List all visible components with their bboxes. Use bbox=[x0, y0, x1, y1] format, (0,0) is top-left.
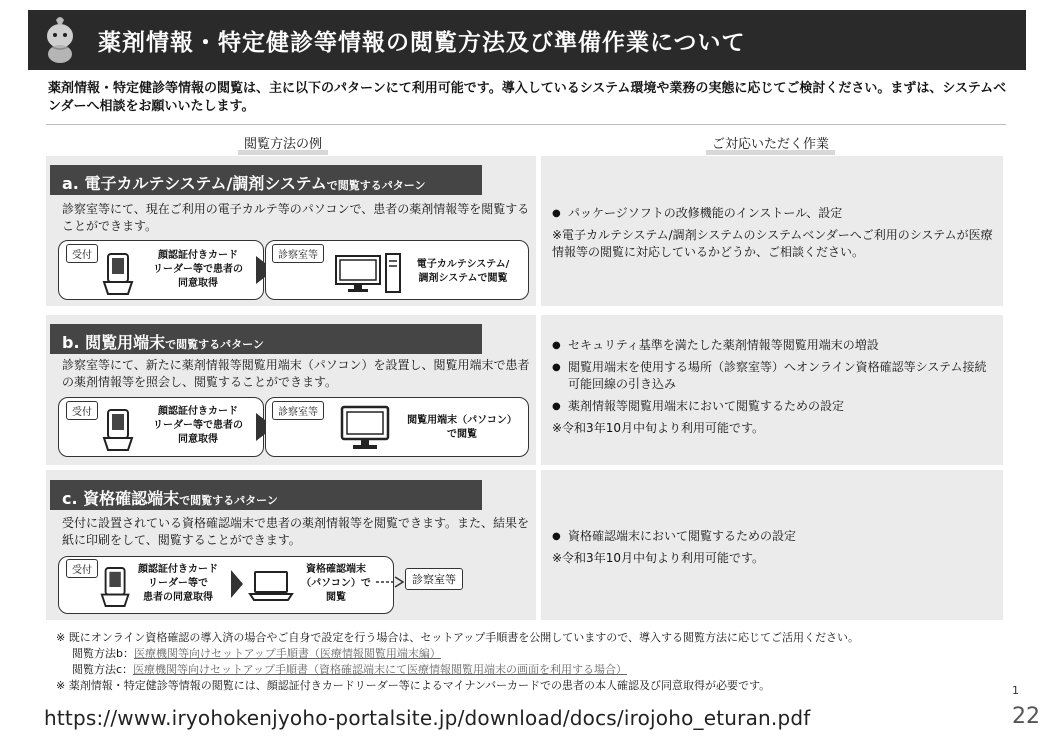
arrow-right-icon bbox=[230, 568, 244, 600]
setup-guide-b-link[interactable]: 医療機関等向けセットアップ手順書（医療情報閲覧用端末編） bbox=[133, 647, 441, 660]
setup-guide-c-link[interactable]: 医療機関等向けセットアップ手順書（資格確認端末にて医療情報閲覧用端末の画面を利用する場合） bbox=[133, 663, 627, 676]
pattern-c-tasks bbox=[552, 528, 997, 567]
pattern-c-heading bbox=[50, 480, 482, 510]
pattern-b-title: b. 閲覧用端末 bbox=[62, 333, 166, 352]
footnote-setup: ※ 既にオンライン資格確認の導入済の場合やご自身で設定を行う場合は、セットアップ手順書を公開していますので、導入する閲覧方法に応じてご活用ください。 bbox=[56, 631, 860, 644]
pattern-b-subtitle: で閲覧するパターン bbox=[165, 338, 264, 351]
pattern-c-title: c. 資格確認端末 bbox=[62, 489, 180, 508]
pattern-a-card-text: 顔認証付きカード リーダー等で患者の 同意取得 bbox=[153, 250, 243, 289]
footnote-method-c bbox=[72, 662, 627, 677]
pattern-a-subtitle: で閲覧するパターン bbox=[326, 179, 426, 192]
pattern-b-task-2: ● 閲覧用端末を使用する場所（診察室等）へオンライン資格確認等システム接続可能回線の引き込み bbox=[552, 359, 997, 393]
pattern-a-tasks bbox=[552, 205, 997, 261]
pattern-b-task-3: ● 薬剤情報等閲覧用端末において閲覧するための設定 bbox=[552, 398, 997, 415]
source-url[interactable]: https://www.iryohokenjyoho-portalsite.jp/download/docs/irojoho_eturan.pdf bbox=[44, 706, 811, 730]
laptop-icon bbox=[248, 570, 294, 602]
pattern-c-description: 受付に設置されている資格確認端末で患者の薬剤情報等を閲覧できます。また、結果を紙に印刷をして、閲覧することができます。 bbox=[62, 516, 530, 547]
page-title: 薬剤情報・特定健診等情報の閲覧方法及び準備作業について bbox=[98, 30, 746, 56]
pattern-c-note: ※令和3年10月中旬より利用可能です。 bbox=[552, 551, 765, 565]
pattern-b-note: ※令和3年10月中旬より利用可能です。 bbox=[552, 421, 765, 435]
pattern-c-reception-tag: 受付 bbox=[66, 559, 98, 578]
footnote-consent: ※ 薬剤情報・特定健診等情報の閲覧には、顔認証付きカードリーダー等によるマイナンバーカードでの患者の本人確認及び同意取得が必要です。 bbox=[56, 679, 771, 692]
pattern-b-task-1: ● セキュリティ基準を満たした薬剤情報等閲覧用端末の増設 bbox=[552, 337, 997, 354]
pattern-c-card-text: 顔認証付きカード リーダー等で 患者の同意取得 bbox=[138, 564, 218, 603]
pattern-a-heading bbox=[50, 165, 482, 195]
monitor-icon bbox=[340, 405, 390, 451]
intro-divider bbox=[46, 124, 1006, 125]
pattern-a-description: 診察室等にて、現在ご利用の電子カルテ等のパソコンで、患者の薬剤情報等を閲覧することができます。 bbox=[62, 202, 530, 233]
column-header-tasks: ご対応いただく作業 bbox=[706, 133, 835, 155]
card-reader-icon bbox=[100, 408, 140, 452]
pattern-b-description: 診察室等にて、新たに薬剤情報等閲覧用端末（パソコン）を設置し、閲覧用端末で患者の薬剤情報等を照会し、閲覧することができます。 bbox=[62, 358, 530, 389]
column-header-methods: 閲覧方法の例 bbox=[238, 133, 328, 155]
pattern-a-reception-tag: 受付 bbox=[66, 244, 98, 263]
mascot-icon bbox=[42, 14, 78, 64]
footnote-method-c-label: 閲覧方法c： bbox=[72, 663, 134, 676]
pattern-a-exam-room-tag: 診察室等 bbox=[272, 244, 324, 263]
pattern-b-reception-tag: 受付 bbox=[66, 401, 98, 420]
pattern-a-task-1: ● パッケージソフトの改修機能のインストール、設定 bbox=[552, 205, 997, 222]
pattern-b-heading bbox=[50, 324, 482, 354]
pattern-b-exam-room-tag: 診察室等 bbox=[272, 401, 324, 420]
pattern-c-device-text: 資格確認端末 （パソコン）で 閲覧 bbox=[301, 564, 371, 603]
page-number-small: 1 bbox=[1012, 684, 1019, 697]
pattern-b-device-text: 閲覧用端末（パソコン） で閲覧 bbox=[407, 415, 517, 440]
pattern-a-device-text: 電子カルテシステム/ 調剤システムで閲覧 bbox=[416, 259, 510, 284]
pattern-a-note: ※電子カルテシステム/調剤システムのシステムベンダーへご利用のシステムが医療情報等の閲覧に対応しているかどうか、ご相談ください。 bbox=[552, 228, 993, 259]
pattern-a-title: a. 電子カルテシステム/調剤システム bbox=[62, 174, 327, 193]
intro-text: 薬剤情報・特定健診等情報の閲覧は、主に以下のパターンにて利用可能です。導入しているシステム環境や業務の実態に応じてご検討ください。まずは、システムベンダーへ相談をお願いいたします。 bbox=[48, 81, 1007, 114]
card-reader-icon bbox=[100, 252, 140, 296]
pattern-c-task-1: ● 資格確認端末において閲覧するための設定 bbox=[552, 528, 997, 545]
footnote-method-b bbox=[72, 646, 441, 661]
pattern-b-card-text: 顔認証付きカード リーダー等で患者の 同意取得 bbox=[153, 406, 243, 445]
page-number: 22 bbox=[1012, 704, 1040, 729]
pattern-c-exam-room-tag: 診察室等 bbox=[405, 568, 463, 590]
footnote-method-b-label: 閲覧方法b： bbox=[72, 647, 134, 660]
pattern-b-tasks bbox=[552, 337, 997, 437]
desktop-pc-icon bbox=[334, 252, 404, 294]
pattern-c-subtitle: で閲覧するパターン bbox=[179, 494, 278, 507]
dashed-arrow-icon bbox=[376, 576, 404, 588]
